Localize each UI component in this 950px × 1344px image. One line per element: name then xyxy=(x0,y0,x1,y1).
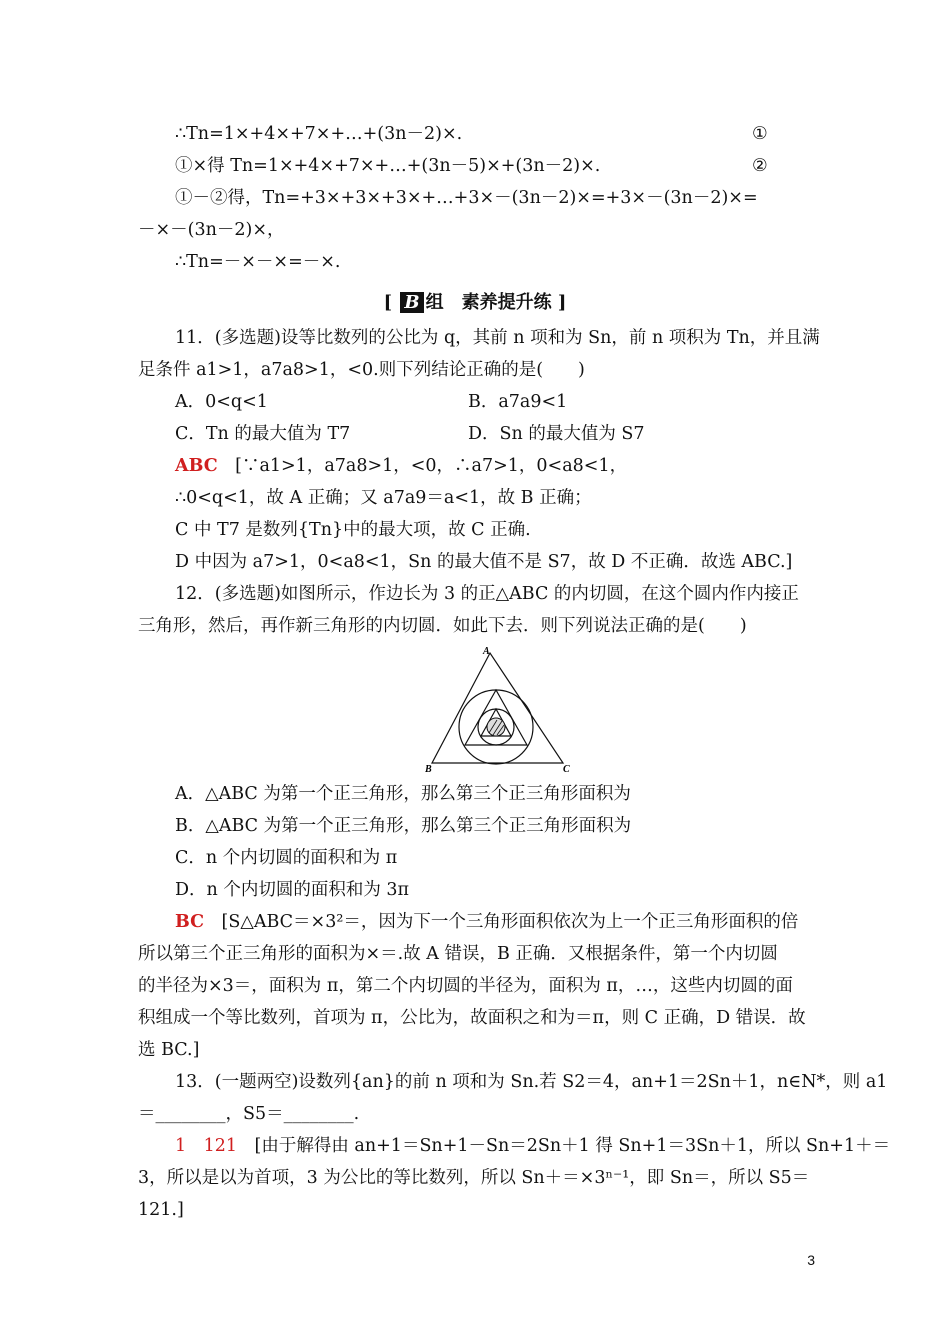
answer-text: C 中 T7 是数列{Tn}中的最大项，故 C 正确. xyxy=(175,520,531,540)
vertex-label-b: B xyxy=(425,764,432,775)
vertex-label-c: C xyxy=(563,764,570,775)
answer-text: 选 BC.] xyxy=(138,1040,200,1060)
option-d: D．Sn 的最大值为 S7 xyxy=(468,424,645,444)
option-a: A．△ABC 为第一个正三角形，那么第三个正三角形面积为 xyxy=(175,784,631,804)
text-line: ①－②得，Tn=+3×+3×+3×+…+3×－(3n－2)×=+3×－(3n－2)×= xyxy=(175,188,758,208)
answer-tag: ABC xyxy=(175,456,218,476)
answer-text: 所以第三个正三角形的面积为×＝.故 A 错误，B 正确．又根据条件，第一个内切圆 xyxy=(138,944,778,964)
option-d: D．n 个内切圆的面积和为 3π xyxy=(175,880,410,900)
equation-mark: ② xyxy=(752,156,768,176)
text-line: ①×得 Tn=1×+4×+7×+…+(3n－5)×+(3n－2)×. xyxy=(175,156,601,176)
answer-text: 121.] xyxy=(138,1200,184,1220)
text-line: －×－(3n－2)×， xyxy=(138,220,285,240)
vertex-label-a: A xyxy=(483,646,490,657)
answer-line xyxy=(175,1134,891,1158)
section-bracket: ] xyxy=(551,292,567,313)
option-c: C．Tn 的最大值为 T7 xyxy=(175,424,351,444)
page-number: 3 xyxy=(807,1252,815,1268)
question-text: 三角形，然后，再作新三角形的内切圆．如此下去．则下列说法正确的是( ) xyxy=(138,616,747,636)
answer-line xyxy=(175,454,855,478)
answer-text: 的半径为×3＝，面积为 π，第二个内切圆的半径为，面积为 π，…，这些内切圆的面 xyxy=(138,976,793,996)
section-heading xyxy=(0,288,950,314)
question-text: 12．(多选题)如图所示，作边长为 3 的正△ABC 的内切圆，在这个圆内作内接正 xyxy=(175,584,799,604)
answer-text: D 中因为 a7>1，0<a8<1，Sn 的最大值不是 S7，故 D 不正确．故选 ABC.] xyxy=(175,552,793,572)
question-text: ＝________，S5＝________. xyxy=(138,1104,360,1124)
text-line: ∴Tn=1×+4×+7×+…+(3n－2)×. xyxy=(175,124,463,144)
section-badge: B xyxy=(400,292,423,313)
answer-text: [∵a1>1，a7a8>1，<0，∴a7>1，0<a8<1， xyxy=(235,456,628,476)
question-text: 11．(多选题)设等比数列的公比为 q，其前 n 项和为 Sn，前 n 项积为 Tn，并且满 xyxy=(175,328,820,348)
question-text: 足条件 a1>1，a7a8>1，<0.则下列结论正确的是( ) xyxy=(138,360,585,380)
answer-line xyxy=(175,910,855,934)
answer-text: ∴0<q<1，故 A 正确；又 a7a9＝a<1，故 B 正确； xyxy=(175,488,592,508)
outer-triangle xyxy=(432,653,563,763)
section-title: 组 素养提升练 xyxy=(425,292,552,313)
option-a: A．0<q<1 xyxy=(175,392,268,412)
question-text: 13．(一题两空)设数列{an}的前 n 项和为 Sn.若 S2＝4，an+1＝2Sn＋1，n∈N*，则 a1 xyxy=(175,1072,888,1092)
answer-tag: 1 121 xyxy=(175,1136,238,1156)
answer-text: 积组成一个等比数列，首项为 π，公比为，故面积之和为＝π，则 C 正确，D 错误．故 xyxy=(138,1008,806,1028)
option-b: B．a7a9<1 xyxy=(468,392,568,412)
answer-tag: BC xyxy=(175,912,205,932)
text-line: ∴Tn=－×－×=－×. xyxy=(175,252,341,272)
answer-text: [S△ABC＝×3²＝，因为下一个三角形面积依次为上一个正三角形面积的倍 xyxy=(221,912,799,932)
equation-mark: ① xyxy=(752,124,768,144)
answer-text: 3，所以是以为首项，3 为公比的等比数列，所以 Sn＋＝×3ⁿ⁻¹，即 Sn＝，所以 S5＝ xyxy=(138,1168,810,1188)
option-c: C．n 个内切圆的面积和为 π xyxy=(175,848,398,868)
nested-triangle-figure xyxy=(425,645,575,775)
section-bracket: [ xyxy=(383,292,399,313)
answer-text: [由于解得由 an+1＝Sn+1－Sn＝2Sn＋1 得 Sn+1＝3Sn＋1，所以 Sn+1＋＝ xyxy=(254,1136,891,1156)
option-b: B．△ABC 为第一个正三角形，那么第三个正三角形面积为 xyxy=(175,816,632,836)
